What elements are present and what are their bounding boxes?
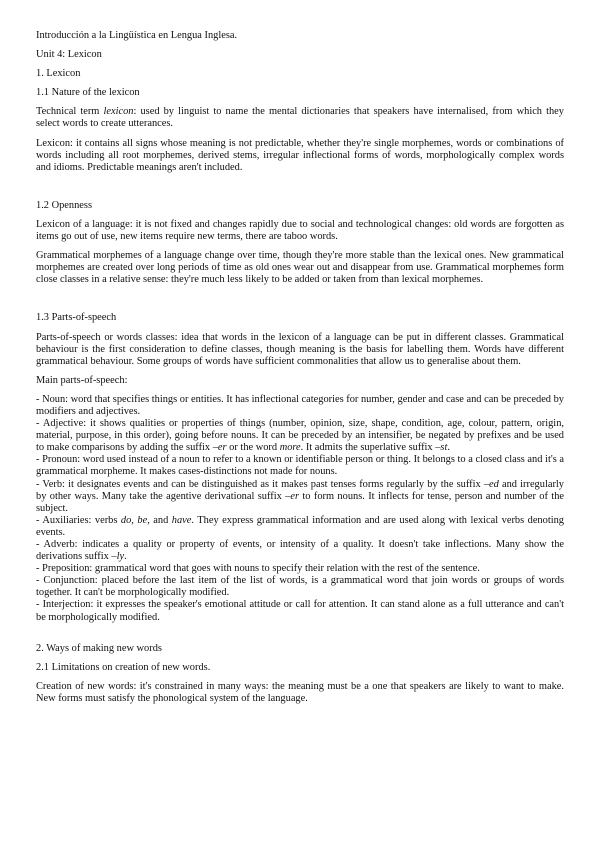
list-item-preposition: - Preposition: grammatical word that goes with nouns to specify their relation with the rest of the sentence. bbox=[36, 563, 480, 575]
text-segment: - Verb: it designates events and can be distinguished as it makes past tenses forms regularly by the suffix bbox=[36, 478, 484, 490]
list-item-conjunction: - Conjunction: placed before the last item of the list of words, is a grammatical word that join words or groups of words together. It can't be morphologically modified. bbox=[36, 575, 564, 599]
document-page bbox=[36, 30, 564, 712]
paragraph-limitations: Creation of new words: it's constrained in many ways: the meaning must be a one that speakers are likely to want to make. New forms must satisfy the phonological system of the language. bbox=[36, 680, 564, 704]
text-segment: : used by linguist to name the mental dictionaries that speakers have internalised, from which they select words to create utterances. bbox=[36, 106, 564, 130]
text-segment: - Auxiliaries: verbs bbox=[36, 514, 121, 526]
course-title: Introducción a la Lingüística en Lengua Inglesa. bbox=[36, 30, 238, 41]
paragraph-openness-2: Grammatical morphemes of a language change over time, though they're more stable than the lexical ones. New grammatical morphemes are created over long periods of time as old ones wear out and disappear from use. Grammatical morphemes form close classes in a relative sense: they're much less likely to be added or taken from than lexical morphemes. bbox=[36, 250, 564, 286]
emphasis-suffix: –er bbox=[285, 490, 300, 502]
section-heading-lexicon: 1. Lexicon bbox=[36, 68, 81, 80]
text-segment: - Adjective: it shows qualities or properties of things (number, opinion, size, shape, condition, age, colour, pattern, origin, material, purpose, in this order), going before nouns. It can be preceded by an intensifier, be negated by prefixes and be used to make comparisons by adding the suffix bbox=[36, 418, 564, 454]
spacer bbox=[36, 624, 564, 643]
emphasis-suffix: –st bbox=[435, 442, 448, 454]
paragraph-openness-1: Lexicon of a language: it is not fixed and changes rapidly due to social and technological changes: old words are forgotten as items go out of use, new items require new terms, there are taboo words. bbox=[36, 218, 564, 243]
paragraph-lexicon-definition: Lexicon: it contains all signs whose meaning is not predictable, whether they're single morphemes, words or combinations of words including all root morphemes, derived stems, irregular inflectional forms of words, morphologically complex words and idioms. Predictable meanings aren't included. bbox=[36, 137, 564, 173]
list-item-interjection: - Interjection: it expresses the speaker's emotional attitude or call for attention. It can stand alone as a full utterance and can't be morphologically modified. bbox=[36, 599, 564, 623]
text-segment: . They express grammatical information and are used along with lexical verbs denoting events. bbox=[36, 514, 564, 538]
text-segment: , bbox=[131, 514, 138, 526]
spacer bbox=[36, 293, 564, 312]
emphasis-word: be bbox=[137, 514, 148, 526]
text-segment: or the word bbox=[226, 442, 280, 454]
subsection-heading-parts-of-speech: 1.3 Parts-of-speech bbox=[36, 312, 117, 324]
text-segment: and irregularly by other ways. Many take the agentive derivational suffix bbox=[36, 478, 564, 502]
list-item-noun: - Noun: word that specifies things or entities. It has inflectional categories for number, gender and case and can be preceded by modifiers and adjectives. bbox=[36, 393, 564, 417]
emphasis-suffix: –er bbox=[212, 442, 227, 454]
text-segment: to form nouns. It inflects for tense, person and number of the subject. bbox=[36, 490, 564, 514]
subsection-heading-limitations: 2.1 Limitations on creation of new words. bbox=[36, 661, 211, 673]
section-heading-new-words: 2. Ways of making new words bbox=[36, 642, 162, 654]
text-segment: . bbox=[124, 551, 127, 563]
emphasis-word: have bbox=[171, 514, 192, 526]
emphasis-word: more bbox=[279, 442, 301, 454]
text-segment: Technical term bbox=[36, 106, 104, 118]
text-segment: - Adverb: indicates a quality or property of events, or intensity of a quality. It doesn't take inflections. Many show the derivations suffix bbox=[36, 539, 564, 563]
spacer bbox=[36, 181, 564, 200]
text-segment: , and bbox=[147, 514, 172, 526]
list-item-adverb bbox=[36, 539, 564, 563]
emphasis-suffix: –ly bbox=[111, 551, 125, 563]
list-item-adjective bbox=[36, 418, 564, 454]
paragraph-lexicon-term bbox=[36, 106, 564, 130]
list-item-auxiliaries bbox=[36, 515, 564, 539]
paragraph-parts-of-speech: Parts-of-speech or words classes: idea that words in the lexicon of a language can be put in different classes. Grammatical behaviour is the first consideration to define classes, though meaning is the basis for labelling them. Words have different grammatical behaviour. Some groups of words have sufficient commonalities that allow us to generalise about them. bbox=[36, 331, 564, 367]
list-intro: Main parts-of-speech: bbox=[36, 374, 128, 386]
emphasis-term: lexicon bbox=[103, 106, 134, 118]
text-segment: . It admits the superlative suffix bbox=[300, 442, 436, 454]
list-item-pronoun: - Pronoun: word used instead of a noun to refer to a known or identifiable person or thing. It belongs to a closed class and it's a grammatical morpheme. It makes cases-distinctions not made for nouns. bbox=[36, 454, 564, 478]
subsection-heading-nature: 1.1 Nature of the lexicon bbox=[36, 87, 140, 99]
emphasis-word: do bbox=[120, 514, 132, 526]
emphasis-suffix: –ed bbox=[483, 478, 499, 490]
subsection-heading-openness: 1.2 Openness bbox=[36, 199, 92, 211]
list-item-verb bbox=[36, 479, 564, 515]
text-segment: . bbox=[447, 442, 450, 454]
unit-title: Unit 4: Lexicon bbox=[36, 49, 102, 61]
